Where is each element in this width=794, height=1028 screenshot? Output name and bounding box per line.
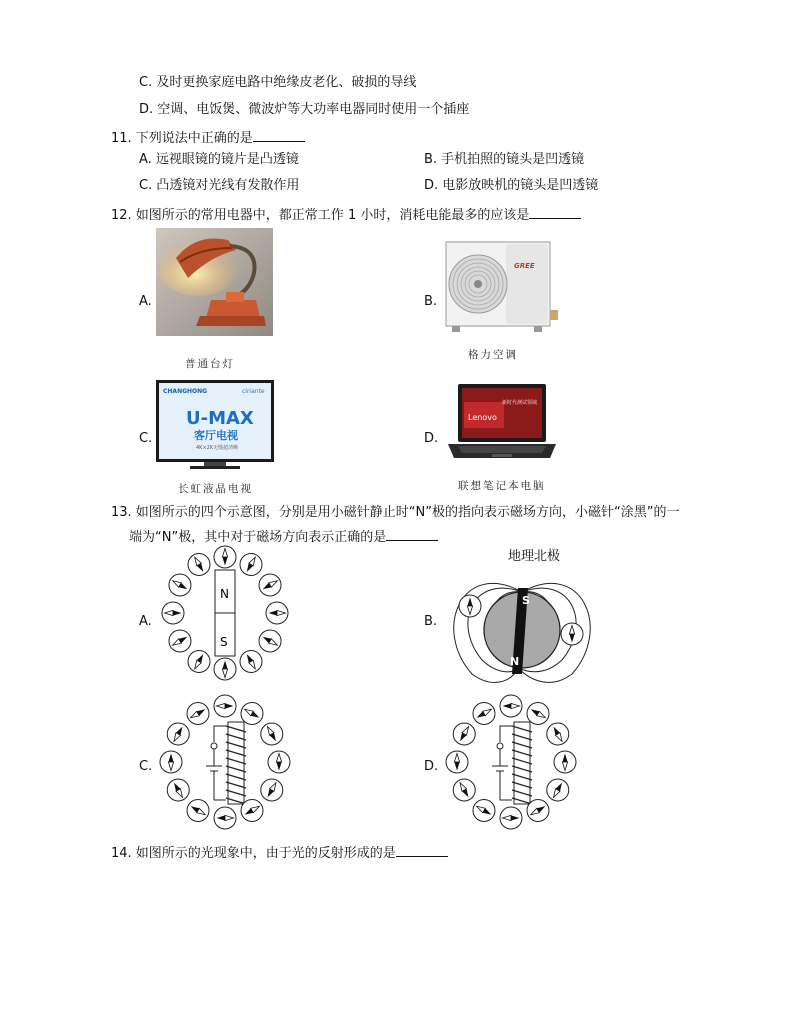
earth-magnet-figure: [442, 564, 602, 694]
tv-subtitle: 客厅电视: [194, 429, 238, 442]
q13-label-b: B.: [424, 614, 438, 629]
q11-stem-text: 11. 下列说法中正确的是: [111, 131, 253, 146]
q12-stem: [111, 206, 581, 224]
answer-blank: [386, 528, 438, 541]
q12-label-d: D.: [424, 431, 439, 446]
solenoid-coil: [492, 722, 532, 804]
magnet-n-pole: N: [220, 587, 229, 601]
earth-n-pole: N: [510, 655, 520, 668]
gree-logo: GREE: [514, 262, 535, 270]
tv-small-text: 4K×2K无缝超清晰: [196, 445, 239, 451]
q11-option-d: D. 电影放映机的镜头是凹透镜: [424, 178, 599, 193]
tv-brand-secondary: ciriante: [242, 388, 265, 395]
solenoid-figure-c: [156, 692, 294, 832]
answer-blank: [396, 844, 448, 857]
air-conditioner-image: [444, 240, 560, 336]
answer-blank: [529, 206, 581, 219]
laptop-image: [444, 382, 560, 464]
q13-label-a: A.: [139, 614, 152, 629]
q13-stem-text: 端为“N”极，其中对于磁场方向表示正确的是: [129, 530, 387, 545]
earth-s-pole: S: [522, 594, 530, 607]
lenovo-logo: Lenovo: [468, 413, 497, 422]
q12-stem-text: 12. 如图所示的常用电器中，都正常工作 1 小时，消耗电能最多的应该是: [111, 208, 530, 223]
q11-option-c: C. 凸透镜对光线有发散作用: [139, 178, 300, 193]
desk-lamp-image: [156, 228, 273, 336]
earth-north-label: 地理北极: [508, 549, 561, 564]
q13-stem-line1: 13. 如图所示的四个示意图，分别是用小磁针静止时“N”极的指向表示磁场方向，小磁针“涂黑”的一: [111, 505, 680, 520]
q12-label-a: A.: [139, 294, 152, 309]
bar-magnet-figure: [156, 550, 294, 690]
q10-option-c: C. 及时更换家庭电路中绝缘皮老化、破损的导线: [139, 75, 417, 90]
q14-stem: [111, 844, 448, 862]
q13-stem-line2: [129, 528, 438, 546]
compass-needles-c: [160, 695, 290, 829]
tv-title: U-MAX: [186, 408, 254, 429]
solenoid-figure-d: [442, 692, 580, 832]
answer-blank: [253, 129, 305, 142]
magnet-s-pole: S: [220, 635, 228, 649]
q12-label-c: C.: [139, 431, 153, 446]
q11-option-a: A. 远视眼镜的镜片是凸透镜: [139, 152, 299, 167]
q14-stem-text: 14. 如图所示的光现象中，由于光的反射形成的是: [111, 846, 396, 861]
q11-stem: [111, 129, 305, 147]
q12-caption-b: 格力空调: [468, 349, 518, 361]
q12-caption-d: 联想笔记本电脑: [458, 480, 546, 492]
laptop-screen-text: 新时代测试领域: [502, 400, 538, 406]
lcd-tv-image: [156, 380, 274, 470]
q12-caption-a: 普通台灯: [185, 358, 235, 370]
solenoid-coil: [206, 722, 246, 804]
changhong-logo: CHANGHONG: [163, 388, 208, 395]
q13-label-c: C.: [139, 759, 153, 774]
q10-option-d: D. 空调、电饭煲、微波炉等大功率电器同时使用一个插座: [139, 102, 470, 117]
q12-label-b: B.: [424, 294, 438, 309]
compass-needles-d: [446, 695, 576, 829]
q11-option-b: B. 手机拍照的镜头是凹透镜: [424, 152, 585, 167]
q13-label-d: D.: [424, 759, 439, 774]
q12-caption-c: 长虹液晶电视: [178, 483, 253, 495]
